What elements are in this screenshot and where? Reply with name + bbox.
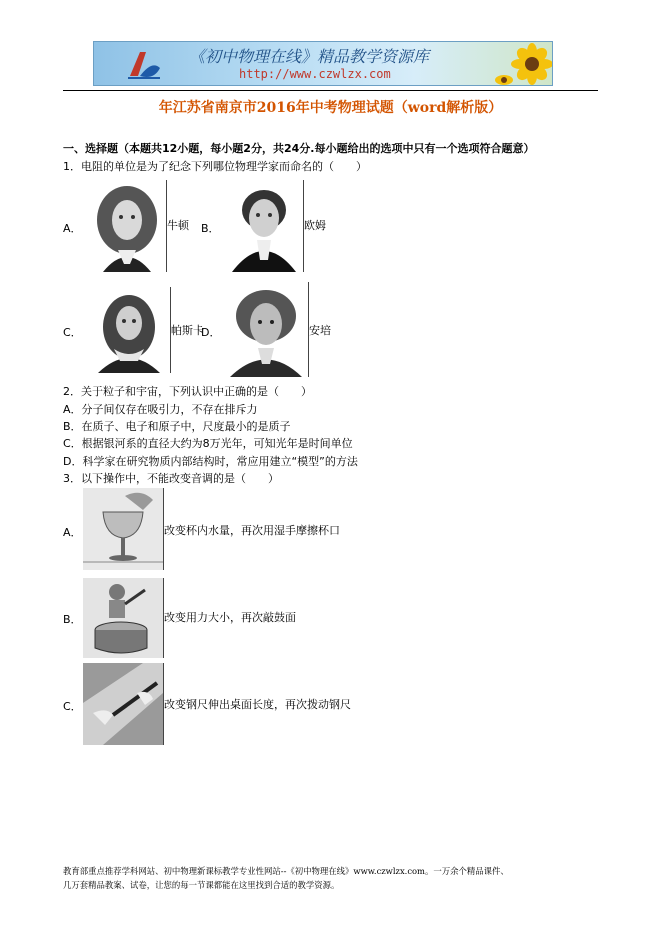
- question-1-stem: 1．电阻的单位是为了纪念下列哪位物理学家而命名的（ ）: [63, 160, 367, 173]
- q3-option-b-text: 改变用力大小，再次敲鼓面: [164, 611, 296, 624]
- q3-option-c-letter: C．: [63, 700, 82, 713]
- q3-option-a-letter: A．: [63, 526, 82, 539]
- banner-title: 《初中物理在线》精品教学资源库: [189, 47, 430, 66]
- q2-option-c: C．根据银河系的直径大约为8万光年，可知光年是时间单位: [63, 437, 353, 450]
- q1-option-d-letter: D．: [201, 326, 221, 339]
- q1-option-d-name: 安培: [309, 324, 331, 337]
- q3-option-b-letter: B．: [63, 613, 82, 626]
- footer-line-2: 几万套精品教案、试卷，让您的每一节课都能在这里找到合适的教学资源。: [63, 880, 340, 890]
- ampere-portrait: [224, 282, 309, 377]
- wine-glass-image: [83, 488, 164, 570]
- q1-option-b-letter: B．: [201, 222, 220, 235]
- q1-option-a-name: 牛顿: [167, 219, 189, 232]
- q1-option-c-name: 帕斯卡: [171, 324, 204, 337]
- section-heading: 一、选择题（本题共12小题，每小题2分，共24分.每小题给出的选项中只有一个选项符合题意）: [63, 142, 535, 155]
- drum-image: [83, 578, 164, 658]
- site-logo-icon: [124, 46, 164, 82]
- q2-option-d: D．科学家在研究物质内部结构时，常应用建立“模型”的方法: [63, 455, 358, 468]
- newton-portrait: [88, 180, 167, 272]
- question-3-stem: 3．以下操作中，不能改变音调的是（ ）: [63, 472, 279, 485]
- q3-option-a-text: 改变杯内水量，再次用湿手摩擦杯口: [164, 524, 340, 537]
- sunflower-icon: [494, 42, 553, 86]
- banner-url: http://www.czwlzx.com: [239, 67, 391, 81]
- header-rule: [63, 90, 598, 91]
- ohm-portrait: [224, 180, 304, 272]
- q2-option-b: B．在质子、电子和原子中，尺度最小的是质子: [63, 420, 291, 433]
- question-2-stem: 2．关于粒子和宇宙，下列认识中正确的是（ ）: [63, 385, 312, 398]
- q1-option-b-name: 欧姆: [304, 219, 326, 232]
- pascal-portrait: [88, 287, 171, 373]
- q1-option-c-letter: C．: [63, 326, 82, 339]
- steel-ruler-image: [83, 663, 164, 745]
- footer-line-1: 教育部重点推荐学科网站、初中物理新课标教学专业性网站--《初中物理在线》www.czwlzx.com。一万余个精品课件、: [63, 866, 509, 876]
- q2-option-a: A．分子间仅存在吸引力，不存在排斥力: [63, 403, 258, 416]
- document-title: 年江苏省南京市2016年中考物理试题（word解析版）: [158, 100, 503, 116]
- header-banner: [93, 41, 553, 86]
- q1-option-a-letter: A．: [63, 222, 82, 235]
- q3-option-c-text: 改变钢尺伸出桌面长度，再次拨动钢尺: [164, 698, 351, 711]
